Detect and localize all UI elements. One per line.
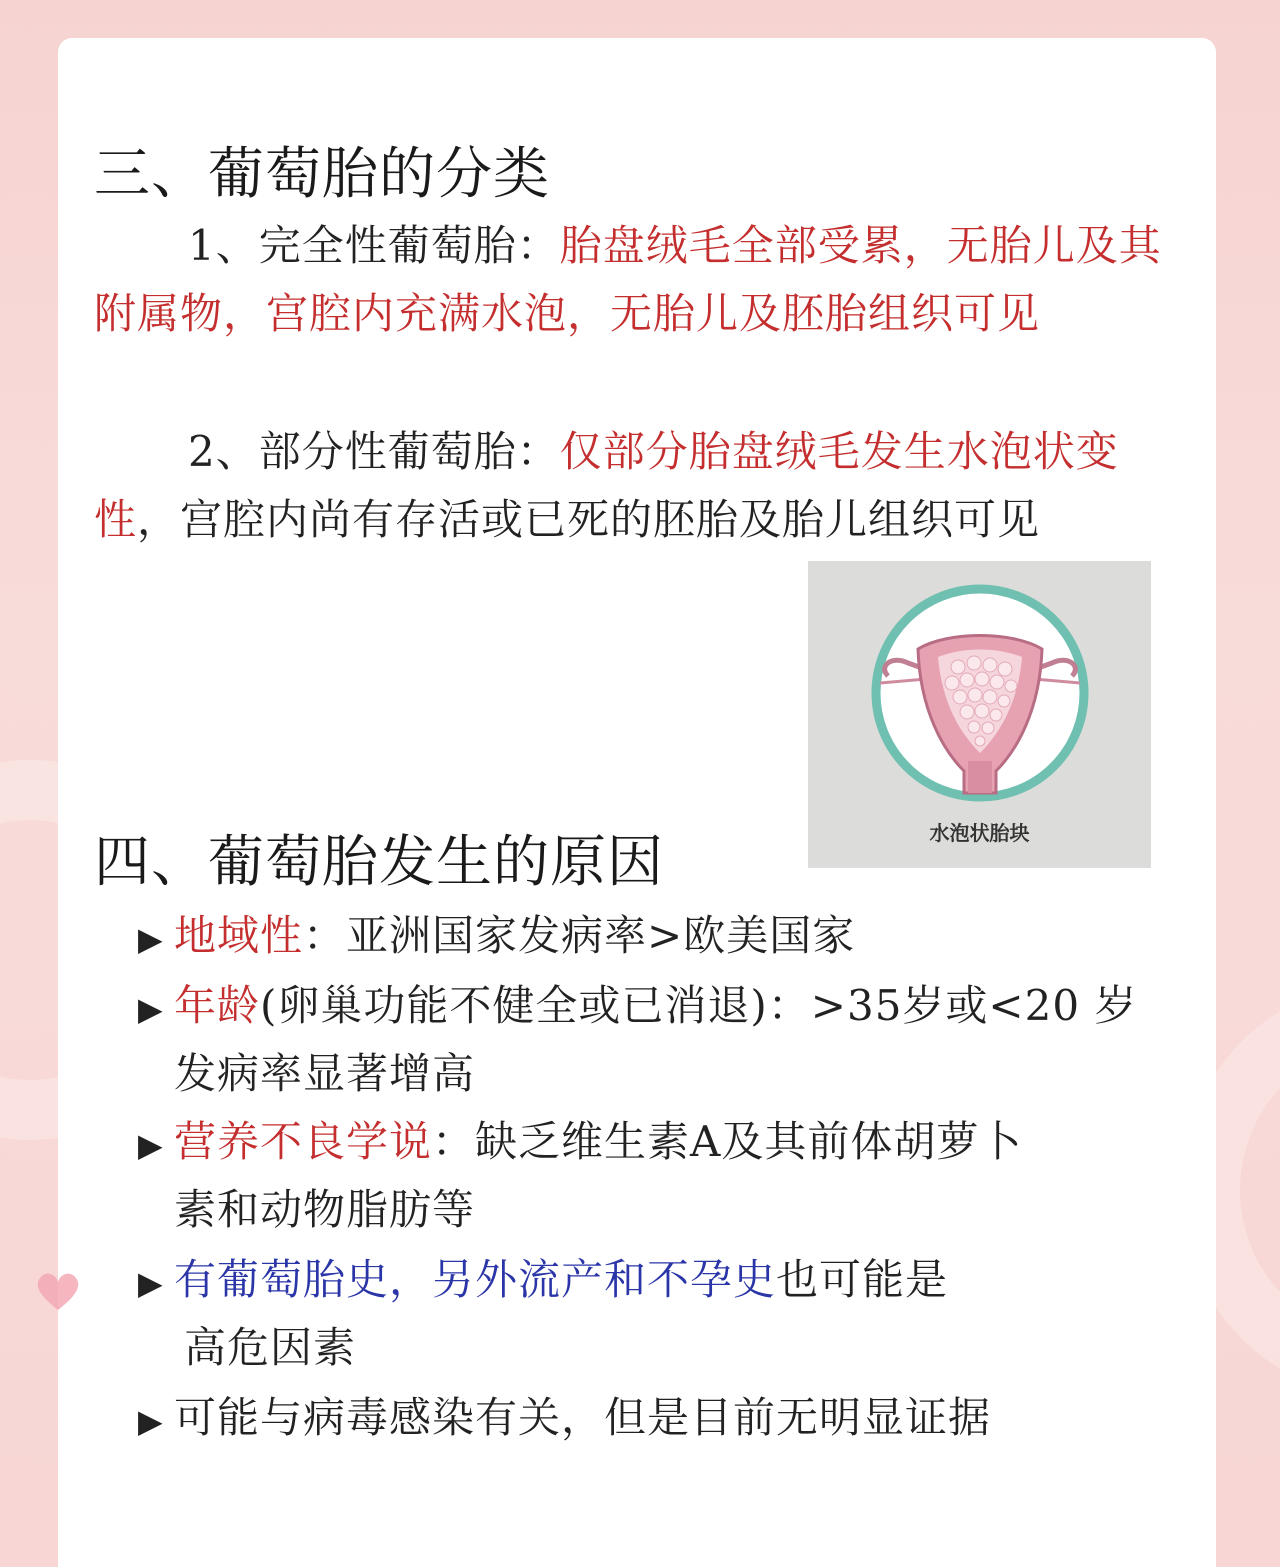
cause-label: 有葡萄胎史，另外流产和不孕史 bbox=[174, 1255, 777, 1304]
illustration-caption: 水泡状胎块 bbox=[929, 821, 1030, 845]
cause-text: (卵巢功能不健全或已消退)：>35岁或<20 岁 bbox=[260, 981, 1138, 1030]
item1-detail: 胎盘绒毛全部受累，无胎儿及其附属物，宫腔内充满水泡，无胎儿及胚胎组织可见 bbox=[94, 221, 1162, 338]
uterus-illustration bbox=[808, 561, 1151, 868]
cause-text: ：缺乏维生素A及其前体胡萝卜 bbox=[432, 1117, 1023, 1166]
bullet-arrow-icon: ▶ bbox=[138, 1402, 164, 1440]
cause-age-continuation: 发病率显著增高 bbox=[174, 1049, 476, 1098]
cause-label: 营养不良学说 bbox=[174, 1117, 433, 1166]
cause-virus bbox=[138, 1384, 1158, 1455]
section4-title: 四、葡萄胎发生的原因 bbox=[94, 830, 664, 895]
cause-history bbox=[138, 1246, 1158, 1317]
heart-icon bbox=[30, 1266, 86, 1316]
cause-history-continuation: 高危因素 bbox=[184, 1323, 357, 1372]
cause-text: ：亚洲国家发病率>欧美国家 bbox=[303, 911, 856, 960]
cause-nutrition-continuation: 素和动物脂肪等 bbox=[174, 1185, 476, 1234]
bullet-arrow-icon: ▶ bbox=[138, 990, 164, 1028]
bullet-arrow-icon: ▶ bbox=[138, 920, 164, 958]
section3-title: 三、葡萄胎的分类 bbox=[94, 142, 550, 207]
cause-text: 可能与病毒感染有关，但是目前无明显证据 bbox=[174, 1393, 992, 1442]
bullet-arrow-icon: ▶ bbox=[138, 1264, 164, 1302]
cause-nutrition bbox=[138, 1108, 1158, 1179]
item1-label: 1、完全性葡萄胎： bbox=[188, 221, 560, 270]
cause-label: 地域性 bbox=[174, 911, 304, 960]
item2-detail: 仅部分胎盘绒毛发生水泡状变性 bbox=[94, 427, 1119, 544]
cause-label: 年龄 bbox=[174, 981, 261, 1030]
cause-age bbox=[138, 972, 1158, 1043]
classification-item-1 bbox=[94, 212, 1174, 348]
cause-regional bbox=[138, 902, 1158, 973]
item2-rest: ，宫腔内尚有存活或已死的胚胎及胎儿组织可见 bbox=[137, 495, 1041, 544]
item2-label: 2、部分性葡萄胎： bbox=[188, 427, 560, 476]
cause-text: 也可能是 bbox=[776, 1255, 949, 1304]
bullet-arrow-icon: ▶ bbox=[138, 1126, 164, 1164]
classification-item-2 bbox=[94, 418, 1174, 554]
content-card bbox=[58, 38, 1216, 1567]
